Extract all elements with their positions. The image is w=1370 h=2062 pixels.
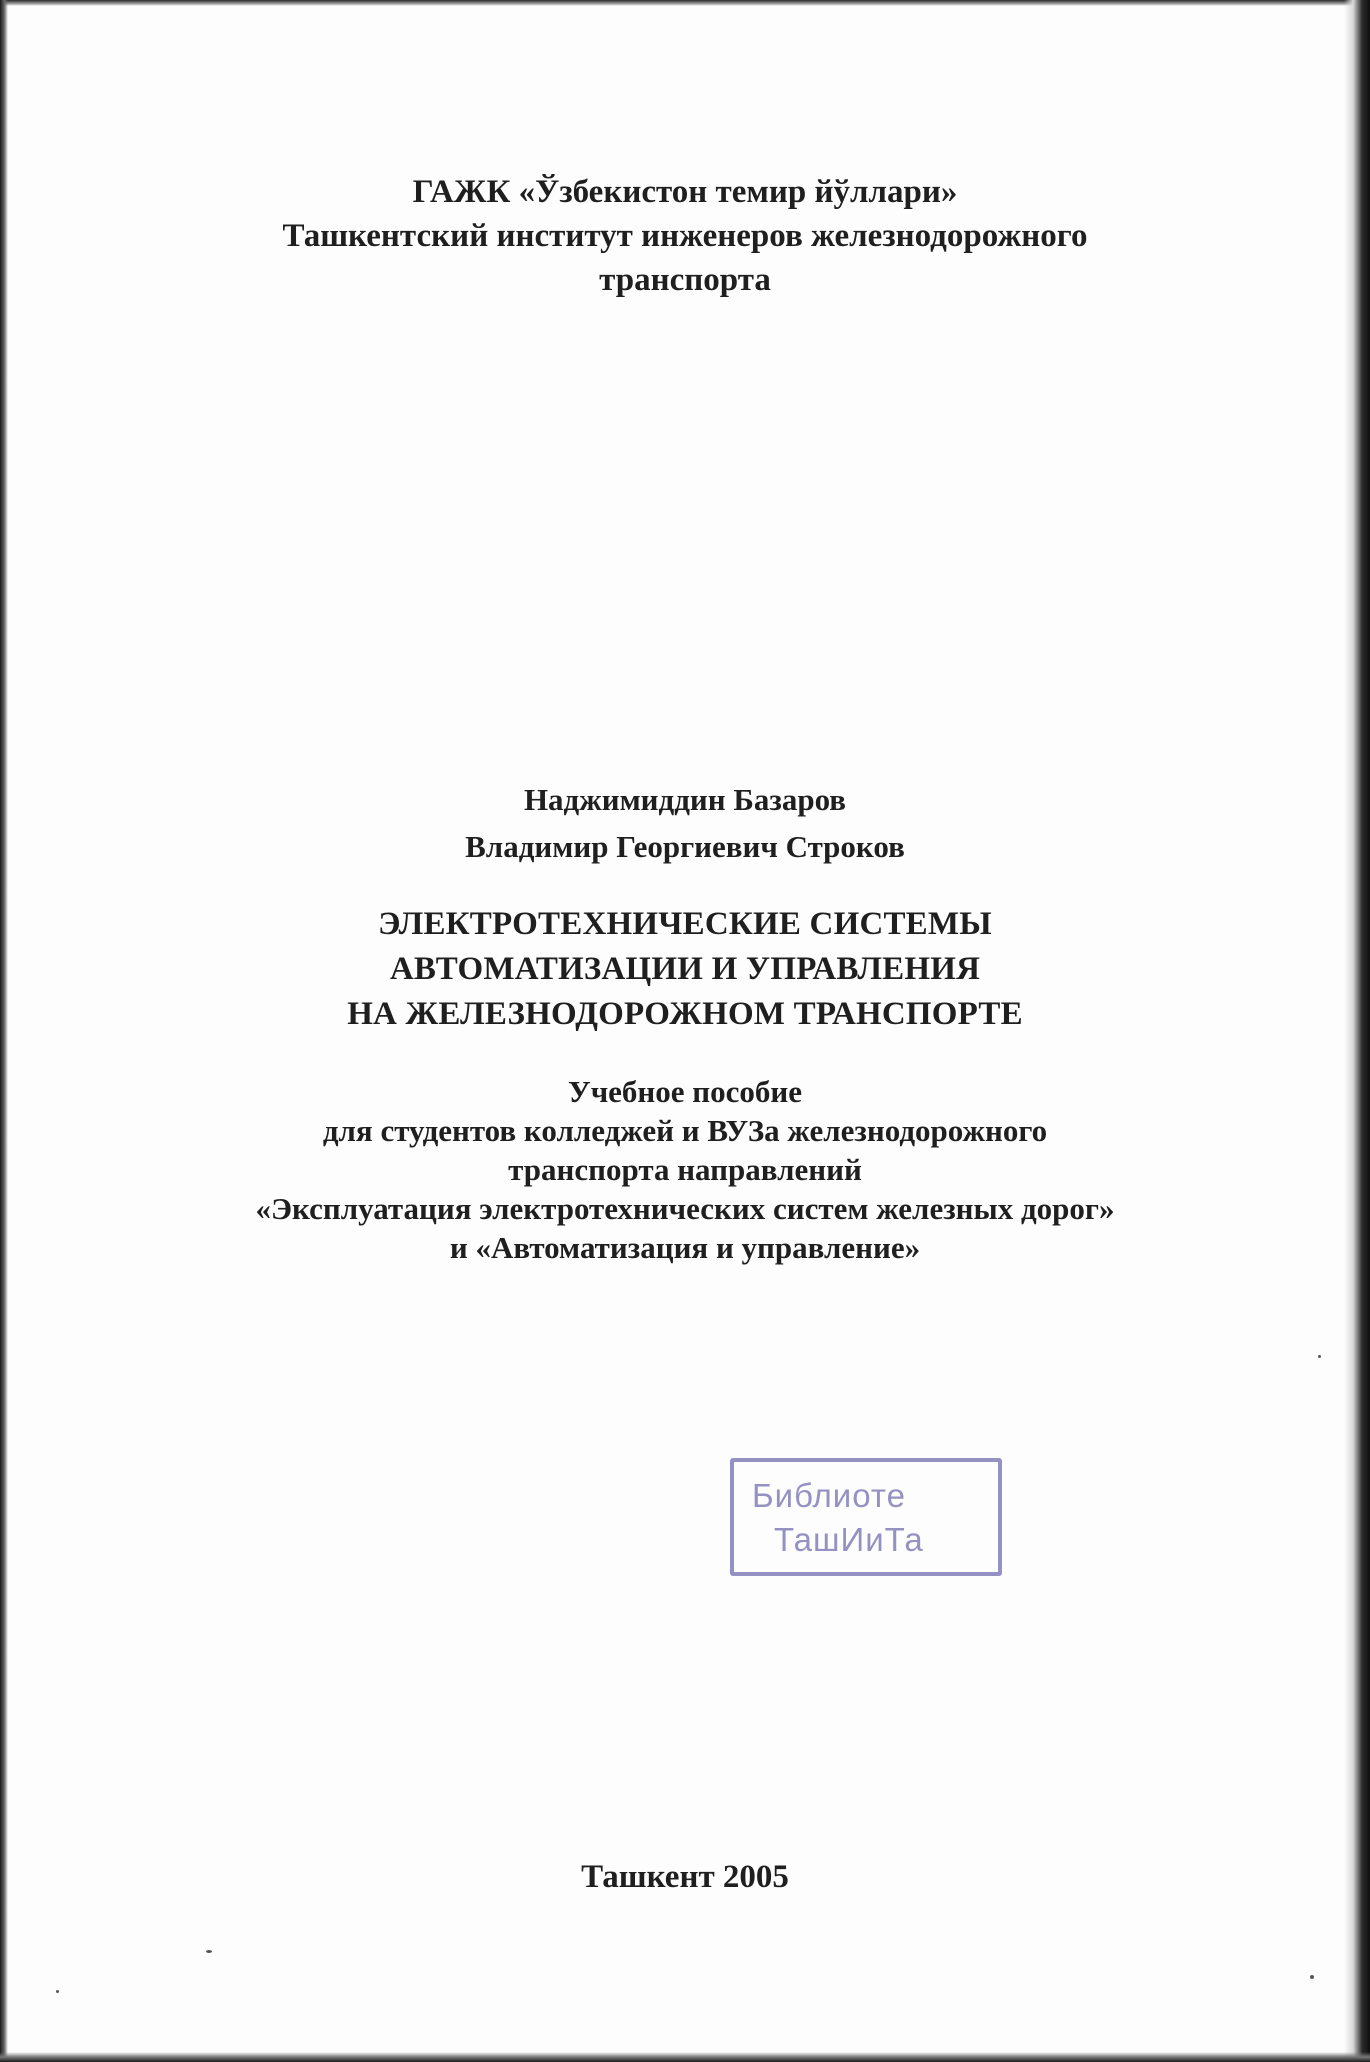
scan-edge-top (0, 0, 1370, 6)
subtitle-line-3: транспорта направлений (508, 1152, 862, 1187)
library-stamp (730, 1458, 1002, 1576)
book-title (0, 902, 1370, 1037)
scan-speck (1318, 1355, 1321, 1358)
institute-name: Ташкентский институт инженеров железнодорожного (282, 218, 1088, 254)
author-2: Владимир Георгиевич Строков (465, 829, 905, 864)
city-year: Ташкент 2005 (581, 1859, 789, 1895)
subtitle-line-4: «Эксплуатация электротехнических систем железных дорог» (255, 1191, 1115, 1226)
subtitle-line-2: для студентов колледжей и ВУЗа железнодорожного (322, 1113, 1048, 1148)
title-line-3: НА ЖЕЛЕЗНОДОРОЖНОМ ТРАНСПОРТЕ (347, 996, 1023, 1032)
scan-speck (1310, 1975, 1314, 1979)
organization-header (0, 170, 1370, 302)
organization-line-1: ГАЖК «Ўзбекистон темир йўллари» (412, 174, 958, 210)
scan-speck (56, 1990, 59, 1993)
subtitle-line-5: и «Автоматизация и управление» (449, 1230, 921, 1265)
author-1: Наджимиддин Базаров (523, 782, 847, 817)
book-subtitle (0, 1072, 1370, 1267)
stamp-line-2: ТашИиТа (774, 1521, 924, 1558)
scan-speck (206, 1950, 212, 1953)
subtitle-line-1: Учебное пособие (567, 1074, 803, 1109)
title-line-2: АВТОМАТИЗАЦИИ И УПРАВЛЕНИЯ (389, 951, 981, 987)
institute-name-continued: транспорта (599, 262, 771, 298)
publication-place-year (0, 1856, 1370, 1898)
stamp-line-1: Библиоте (752, 1477, 906, 1514)
title-line-1: ЭЛЕКТРОТЕХНИЧЕСКИЕ СИСТЕМЫ (378, 906, 992, 942)
scan-edge-bottom (0, 2052, 1370, 2062)
authors (0, 776, 1370, 870)
